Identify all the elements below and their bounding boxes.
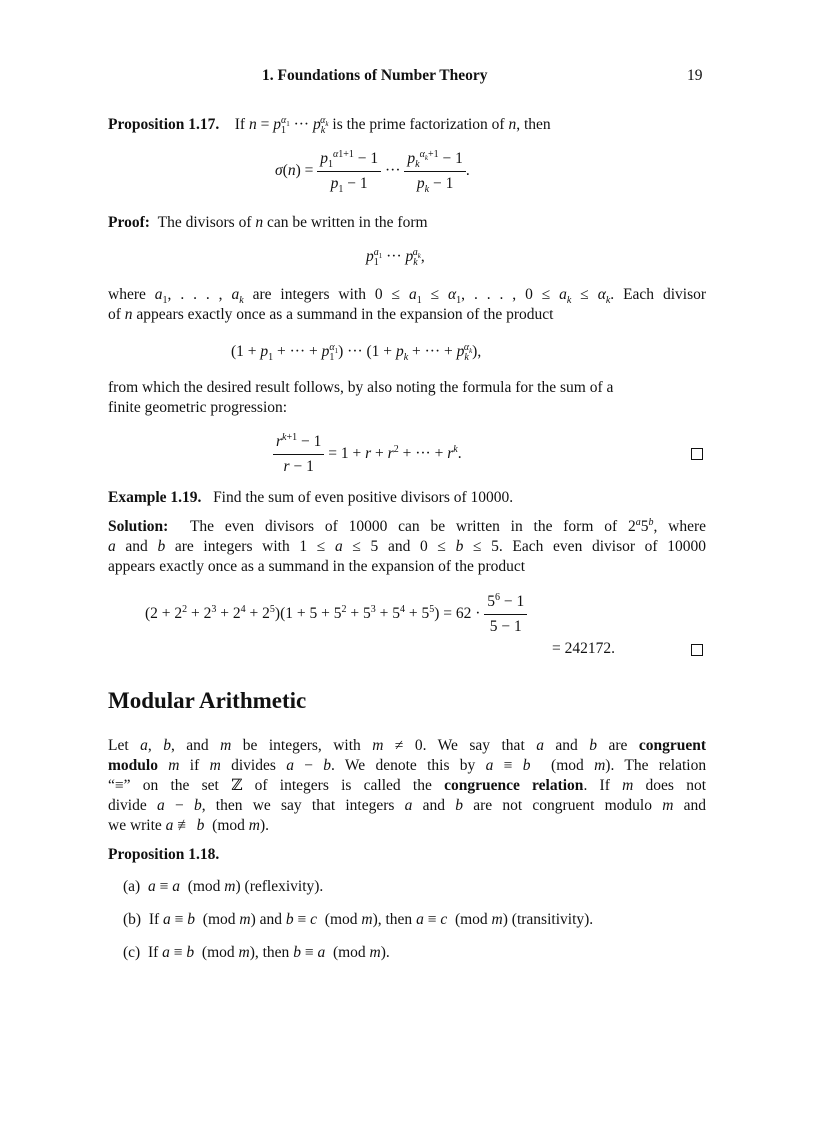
section-title: Modular Arithmetic	[108, 688, 307, 713]
solution-label: Solution:	[108, 518, 169, 535]
solution-result: = 242172.	[552, 640, 615, 657]
finite-line: finite geometric progression:	[108, 399, 288, 416]
prop-item-b: (b) If a ≡ b (mod m) and b ≡ c (mod m), then a ≡ c (mod m) (transitivity).	[123, 911, 594, 928]
running-title: 1. Foundations of Number Theory	[262, 67, 488, 84]
proof-line: Proof: The divisors of n can be written in the form	[108, 214, 428, 231]
proposition-1-17: Proposition 1.17. If $n = p_1^{\alpha_1}$ ··· $p_k^{\alpha_k}$ is the prime factorization of n, then	[108, 114, 551, 137]
modular-line-1: Let a, b, and m be integers, with m ≠ 0. We say that a and b are congruent	[108, 737, 706, 754]
modular-line-2: modulo m if m divides a − b. We denote this by a ≡ b (mod m). The relation	[108, 757, 707, 774]
where-line: where $a_1$, . . . , $a_k$ are integers with $0 \le a_1 \le \alpha_1$, . . . , $0 \le a_k \le \alpha_k$. Each divisor	[108, 286, 707, 307]
solution-line-2: a and b are integers with 1 ≤ a ≤ 5 and 0 ≤ b ≤ 5. Each even divisor of 10000	[108, 538, 706, 555]
product-expression: ($1 + p_1$ + ··· + $p_1^{\alpha_1}$) ··· ($1 + p_k$ + ··· + $p_k^{\alpha_k}$),	[231, 341, 482, 364]
solution-equation: $(2 + 2^2 + 2^3 + 2^4 + 2^5)(1 + 5 + 5^2 + 5^3 + 5^4 + 5^5) = 62$ · $\frac{5^6 - 1}{5 - 1}$	[145, 593, 527, 636]
proof-label: Proof:	[108, 214, 150, 231]
example-1-19: Example 1.19. Find the sum of even positive divisors of 10000.	[108, 489, 514, 506]
modular-line-5: we write a ≢ b (mod m).	[108, 817, 270, 834]
prop-item-a: (a) a ≡ a (mod m) (reflexivity).	[123, 878, 324, 895]
solution-line-3: appears exactly once as a summand in the expansion of the product	[108, 558, 526, 575]
modular-line-4: divide a − b, then we say that integers a and b are not congruent modulo m and	[108, 797, 707, 814]
qed-box	[691, 448, 703, 460]
sigma-formula: σ(n) = $\frac{p_1^{\alpha 1+1} - 1}{p_1 - 1}$ ··· $\frac{p_k^{\alpha_k+1} - 1}{p_k - 1}$ .	[275, 148, 470, 196]
proposition-1-18-label: Proposition 1.18.	[108, 846, 220, 863]
page-number: 19	[687, 67, 703, 84]
qed-box	[691, 644, 703, 656]
from-line: from which the desired result follows, by also noting the formula for the sum of a	[108, 379, 614, 396]
solution-line-1: Solution: The even divisors of 10000 can be written in the form of 2$^a$5$^b$, where	[108, 516, 707, 535]
divisor-form: $p_1^{a_1}$ ··· $p_k^{a_k}$,	[366, 246, 425, 269]
of-line: of n appears exactly once as a summand in the expansion of the product	[108, 306, 554, 323]
geometric-formula: $\frac{r^{k+1} - 1}{r - 1}$ = $1 + r + r^2$ + ··· + $r^k$.	[273, 433, 462, 476]
prop-item-c: (c) If a ≡ b (mod m), then b ≡ a (mod m).	[123, 944, 390, 961]
modular-line-3: “≡” on the set ℤ of integers is called the congruence relation. If m does not	[108, 777, 706, 794]
proposition-label: Proposition 1.17.	[108, 116, 220, 133]
